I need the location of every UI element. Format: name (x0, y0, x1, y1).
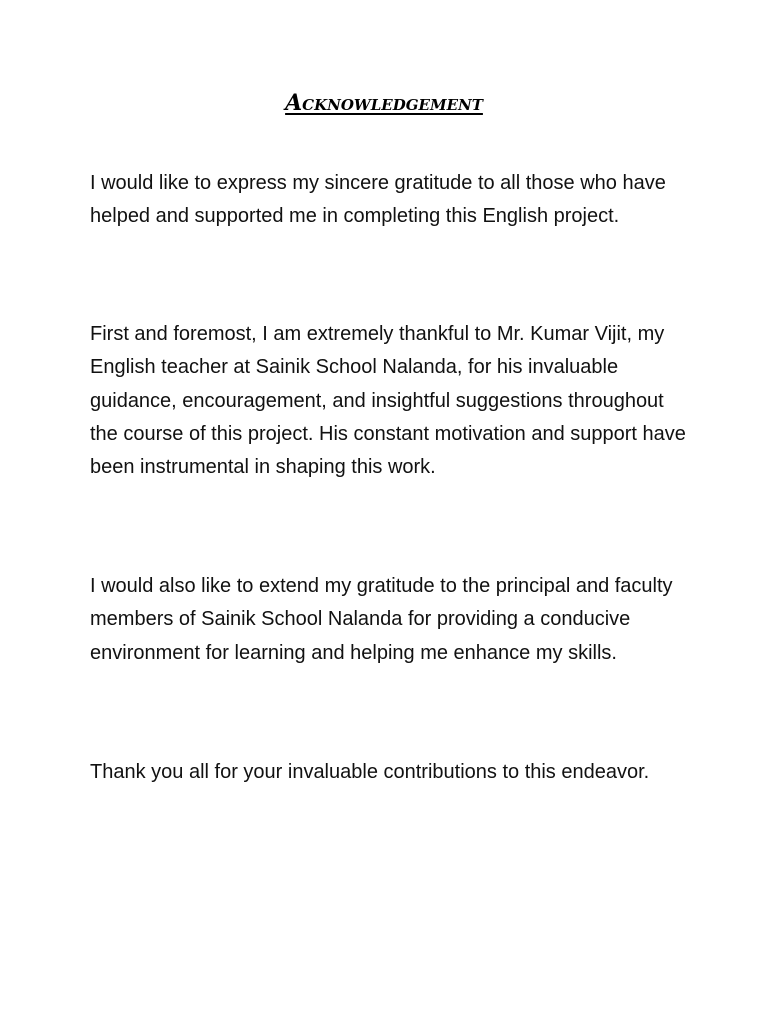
paragraph-principal-faculty-thanks: I would also like to extend my gratitude to the principal and faculty members of Sainik School Nalanda for providing a conducive environment for learning and helping me enhance my skills. (90, 575, 673, 664)
paragraph-gratitude-intro: I would like to express my sincere gratitude to all those who have helped and supported me in completing this English project. (90, 172, 666, 228)
paragraph-teacher-thanks: First and foremost, I am extremely thankful to Mr. Kumar Vijit, my English teacher at Sainik School Nalanda, for his invaluable guidance, encouragement, and insightful suggestions throughout the course of this project. His constant motivation and support have been instrumental in shaping this work. (90, 323, 686, 479)
page-title-text: Acknowledgement (285, 90, 483, 116)
page-title (0, 90, 768, 116)
paragraph-closing-thanks: Thank you all for your invaluable contributions to this endeavor. (90, 761, 650, 783)
